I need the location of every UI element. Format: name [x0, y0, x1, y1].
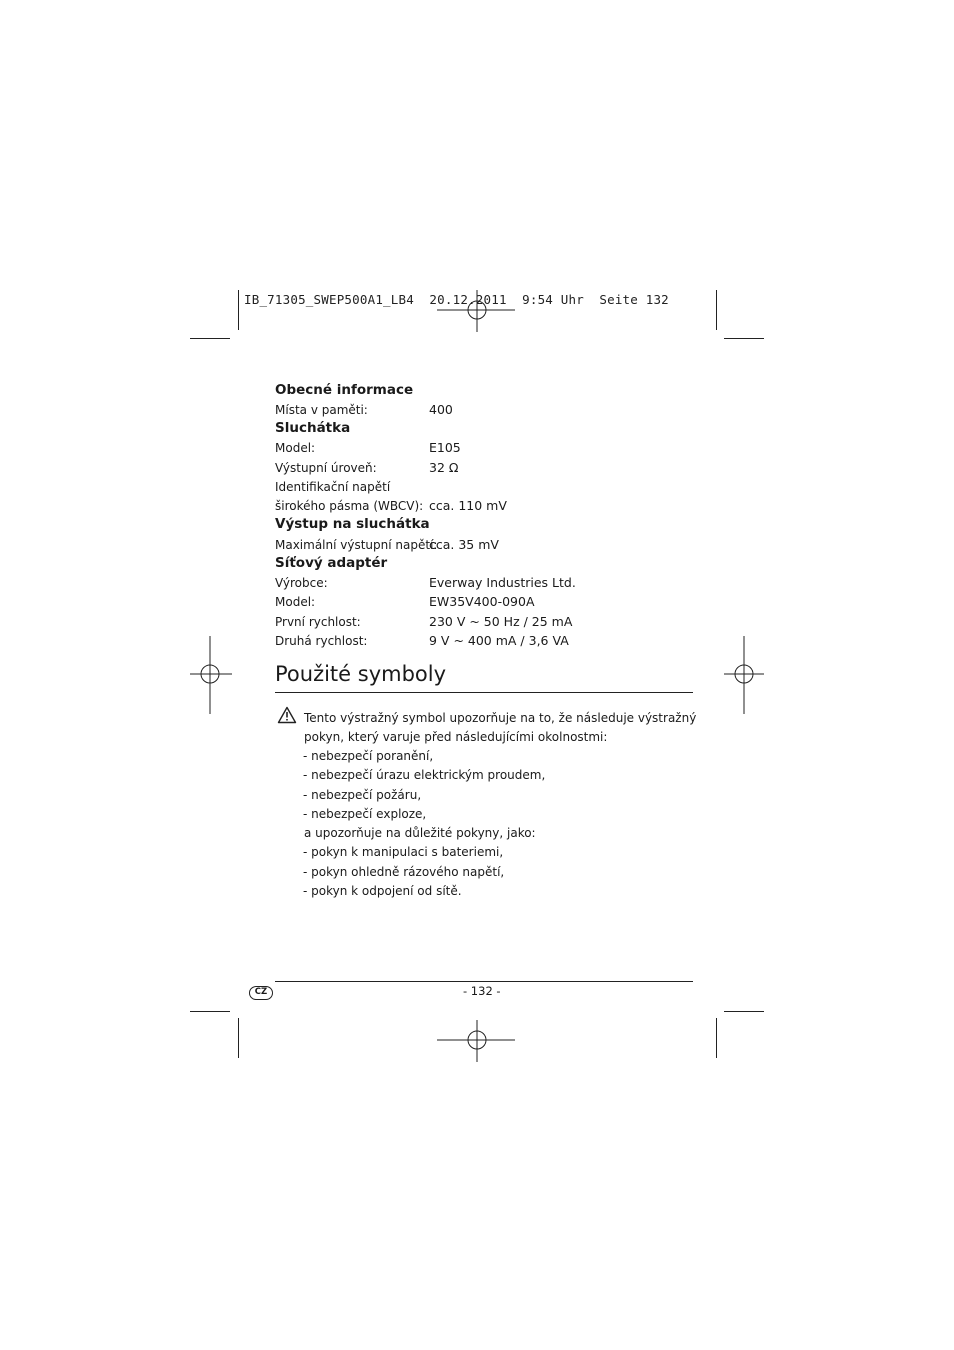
spec-value: 230 V ~ 50 Hz / 25 mA	[429, 614, 573, 629]
section-heading-general: Obecné informace	[275, 382, 414, 398]
spec-label: Místa v paměti:	[275, 403, 368, 417]
registration-mark-bottom	[437, 1020, 517, 1062]
heading-rule	[275, 692, 693, 693]
spec-label: širokého pásma (WBCV):	[275, 499, 424, 513]
crop-mark	[190, 1011, 230, 1012]
crop-mark	[238, 290, 239, 330]
spec-value: Everway Industries Ltd.	[429, 575, 576, 590]
print-slug: IB_71305_SWEP500A1_LB4 20.12.2011 9:54 Uhr Seite 132	[244, 292, 669, 307]
spec-value: cca. 110 mV	[429, 498, 507, 513]
crop-mark	[190, 338, 230, 339]
spec-label: Maximální výstupní napětí:	[275, 538, 438, 552]
spec-value: 32 Ω	[429, 460, 459, 475]
language-badge: CZ	[249, 986, 273, 1000]
registration-mark-top	[437, 290, 517, 332]
symbol-text-line: - pokyn ohledně rázového napětí,	[303, 865, 505, 879]
spec-value: 9 V ~ 400 mA / 3,6 VA	[429, 633, 569, 648]
warning-triangle-icon	[277, 706, 297, 724]
crop-mark	[238, 1018, 239, 1058]
spec-label: Model:	[275, 441, 316, 455]
spec-value: cca. 35 mV	[429, 537, 499, 552]
section-heading-headphone-output: Výstup na sluchátka	[275, 516, 430, 532]
crop-mark	[724, 1011, 764, 1012]
crop-mark	[716, 1018, 717, 1058]
section-heading-headphones: Sluchátka	[275, 420, 351, 436]
registration-mark-left	[190, 636, 232, 714]
registration-mark-right	[724, 636, 766, 714]
section-heading-adapter: Síťový adaptér	[275, 555, 388, 571]
section-title-symbols: Použité symboly	[275, 662, 447, 686]
symbol-text-line: - nebezpečí poranění,	[303, 749, 434, 763]
spec-label: Druhá rychlost:	[275, 634, 368, 648]
symbol-text-line: - nebezpečí požáru,	[303, 788, 422, 802]
symbol-text-line: - nebezpečí exploze,	[303, 807, 427, 821]
spec-label: Identifikační napětí	[275, 480, 391, 494]
symbol-text-line: a upozorňuje na důležité pokyny, jako:	[304, 826, 536, 840]
symbol-text-line: - pokyn k odpojení od sítě.	[303, 884, 462, 898]
crop-mark	[716, 290, 717, 330]
spec-value: E105	[429, 440, 461, 455]
crop-mark	[724, 338, 764, 339]
symbol-text-line: pokyn, který varuje před následujícími okolnostmi:	[304, 730, 608, 744]
spec-label: Výrobce:	[275, 576, 328, 590]
symbol-text-line: - nebezpečí úrazu elektrickým proudem,	[303, 768, 546, 782]
symbol-text-line: - pokyn k manipulaci s bateriemi,	[303, 845, 504, 859]
footer-rule	[275, 981, 693, 982]
spec-value: 400	[429, 402, 453, 417]
spec-value: EW35V400-090A	[429, 594, 535, 609]
spec-label: Výstupní úroveň:	[275, 461, 377, 475]
spec-label: První rychlost:	[275, 615, 361, 629]
spec-label: Model:	[275, 595, 316, 609]
symbol-text-line: Tento výstražný symbol upozorňuje na to, že následuje výstražný	[304, 711, 697, 725]
page-number: - 132 -	[463, 984, 501, 998]
